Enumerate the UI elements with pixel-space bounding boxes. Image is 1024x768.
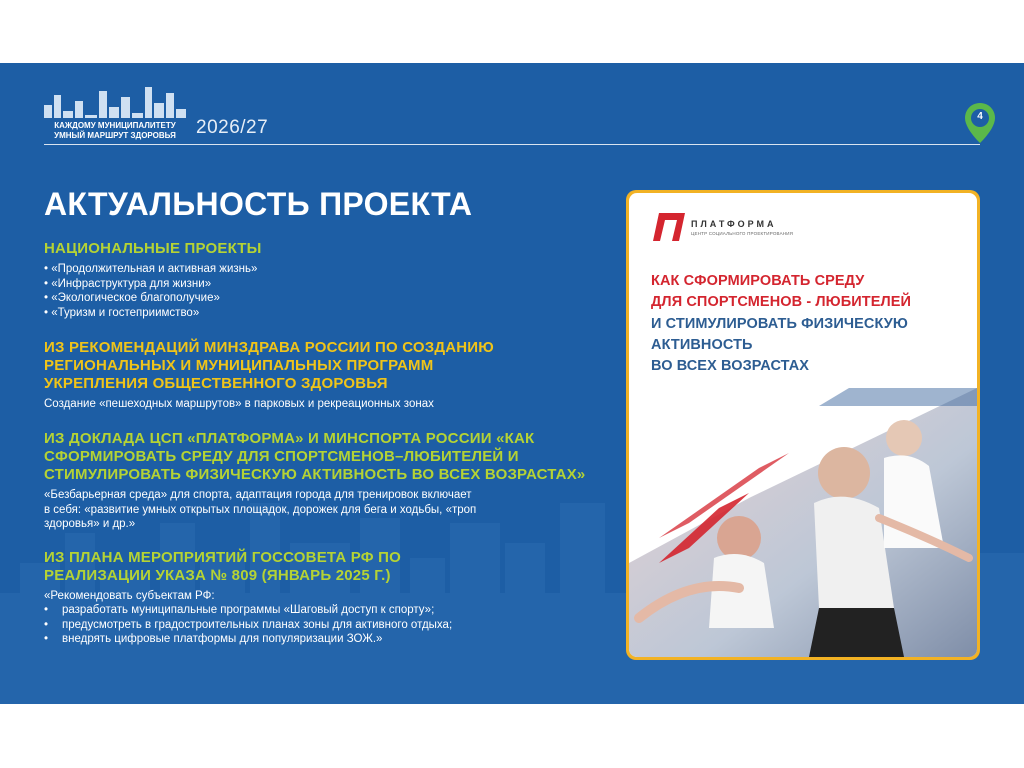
section-national-heading: НАЦИОНАЛЬНЫЕ ПРОЕКТЫ — [44, 240, 262, 257]
text-line: здоровья» и др.» — [44, 518, 136, 530]
report-cover-card — [626, 190, 980, 660]
section-report-text — [44, 488, 476, 532]
brand-subtitle: ЦЕНТР СОЦИАЛЬНОГО ПРОЕКТИРОВАНИЯ — [691, 231, 794, 236]
list-item: • разработать муниципальные программы «Шаговый доступ к спорту»; — [44, 604, 435, 616]
list-item: • «Инфраструктура для жизни» — [44, 277, 212, 290]
list-item: • внедрять цифровые платформы для популяризации ЗОЖ.» — [44, 633, 383, 645]
page-number: 4 — [977, 111, 983, 122]
heading-line: И СТИМУЛИРОВАТЬ ФИЗИЧЕСКУЮ — [651, 316, 908, 332]
heading-line: ИЗ ДОКЛАДА ЦСП «ПЛАТФОРМА» И МИНСПОРТА РОССИИ «КАК — [44, 430, 535, 447]
platforma-logo-icon — [651, 211, 685, 243]
logo-line-1: КАЖДОМУ МУНИЦИПАЛИТЕТУ — [54, 121, 176, 130]
list-item: • «Экологическое благополучие» — [44, 292, 220, 304]
section-minzdrav-text: Создание «пешеходных маршрутов» в парковых и рекреационных зонах — [44, 398, 434, 410]
list-item: • предусмотреть в градостроительных планах зоны для активного отдыха; — [44, 618, 453, 631]
brand-name: ПЛАТФОРМА — [691, 219, 777, 229]
heading-line: ИЗ ПЛАНА МЕРОПРИЯТИЙ ГОССОВЕТА РФ ПО — [44, 549, 401, 566]
heading-line: УКРЕПЛЕНИЯ ОБЩЕСТВЕННОГО ЗДОРОВЬЯ — [44, 375, 388, 392]
heading-line: ИЗ РЕКОМЕНДАЦИЙ МИНЗДРАВА РОССИИ ПО СОЗДАНИЮ — [44, 339, 494, 356]
text-line: «Безбарьерная среда» для спорта, адаптация города для тренировок включает — [44, 489, 472, 501]
section-minzdrav-heading — [44, 339, 494, 393]
logo-line-2: УМНЫЙ МАРШРУТ ЗДОРОВЬЯ — [54, 131, 176, 140]
heading-line: ВО ВСЕХ ВОЗРАСТАХ — [651, 358, 810, 374]
list-item: • «Туризм и гостеприимство» — [44, 306, 200, 319]
heading-line: КАК СФОРМИРОВАТЬ СРЕДУ — [651, 273, 865, 289]
heading-line: РЕАЛИЗАЦИИ УКАЗА № 809 (ЯНВАРЬ 2025 Г.) — [44, 567, 391, 584]
section-national-list — [44, 262, 257, 320]
section-gossovet-heading — [44, 549, 401, 585]
heading-line: АКТИВНОСТЬ — [651, 337, 753, 353]
heading-line: СФОРМИРОВАТЬ СРЕДУ ДЛЯ СПОРТСМЕНОВ–ЛЮБИТЕЛЕЙ И — [44, 448, 519, 465]
logo-caption — [44, 118, 186, 144]
section-report-heading — [44, 430, 585, 484]
header-divider — [44, 144, 980, 145]
section-gossovet-list — [44, 603, 452, 647]
report-cover — [629, 193, 977, 657]
cover-heading-blue — [651, 314, 908, 377]
year-label: 2026/27 — [196, 117, 269, 138]
cover-heading-red — [651, 271, 911, 313]
section-gossovet-intro: «Рекомендовать субъектам РФ: — [44, 590, 215, 602]
heading-line: СТИМУЛИРОВАТЬ ФИЗИЧЕСКУЮ АКТИВНОСТЬ ВО ВСЕХ ВОЗРАСТАХ» — [44, 466, 586, 483]
list-item: • «Продолжительная и активная жизнь» — [44, 263, 258, 275]
heading-line: РЕГИОНАЛЬНЫХ И МУНИЦИПАЛЬНЫХ ПРОГРАММ — [44, 357, 434, 374]
heading-line: ДЛЯ СПОРТСМЕНОВ - ЛЮБИТЕЛЕЙ — [651, 294, 912, 310]
map-pin-icon — [963, 102, 997, 144]
page-title: АКТУАЛЬНОСТЬ ПРОЕКТА — [44, 186, 473, 222]
text-line: в себя: «развитие умных открытых площадок, дорожек для бега и ходьбы, «троп — [44, 503, 477, 516]
children-exercising-photo — [629, 388, 977, 657]
